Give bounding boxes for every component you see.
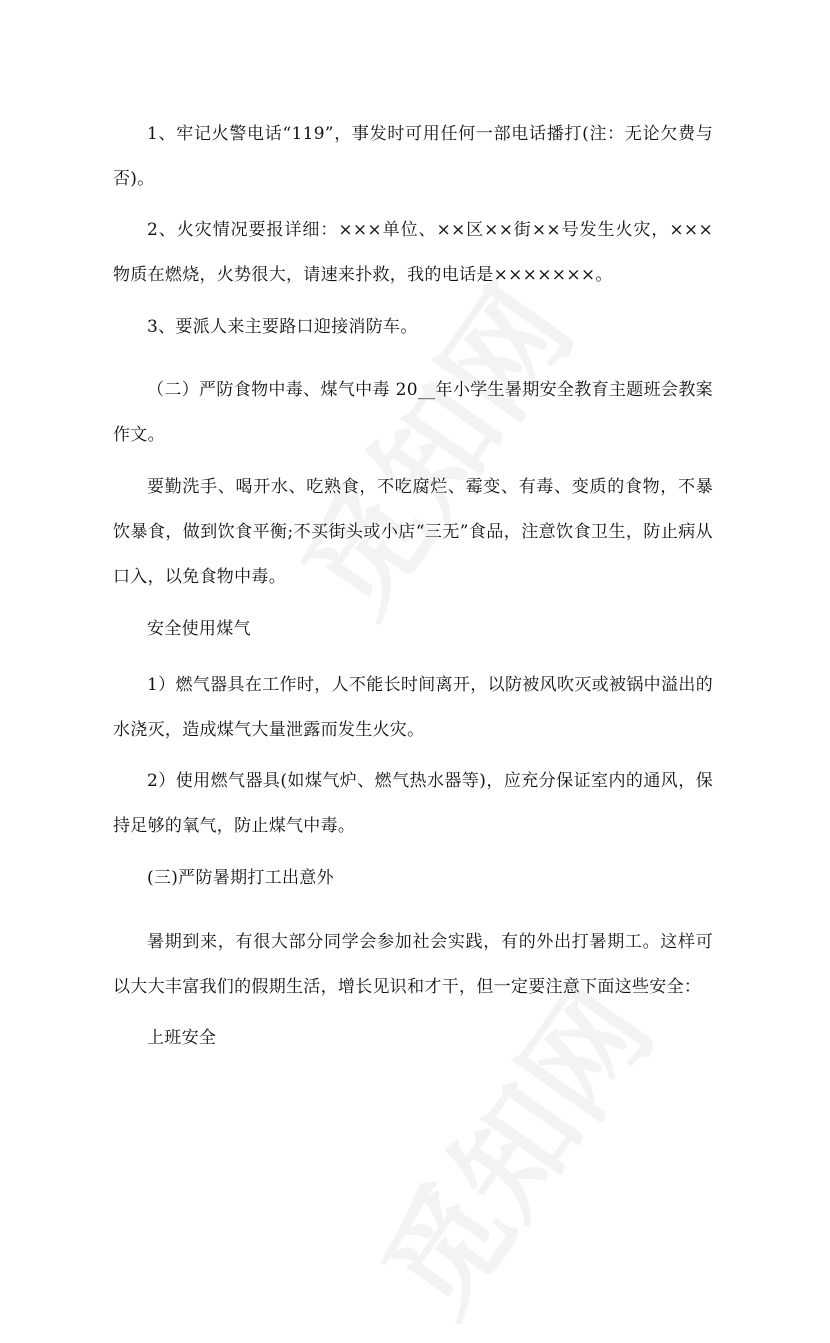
paragraph-meet-fire-truck: 3、要派人来主要路口迎接消防车。 xyxy=(147,317,418,337)
paragraph-food-safety: 要勤洗手、喝开水、吃熟食，不吃腐烂、霉变、有毒、变质的食物，不暴饮暴食，做到饮食平衡;不买街头或小店“三无”食品，注意饮食卫生，防止病从口入，以免食物中毒。 xyxy=(113,477,713,587)
paragraph-fire-hotline: 1、牢记火警电话“119”，事发时可用任何一部电话播打(注：无论欠费与否)。 xyxy=(113,124,713,189)
paragraph-gas-safety-heading: 安全使用煤气 xyxy=(147,619,251,639)
paragraph-section-three-heading: (三)严防暑期打工出意外 xyxy=(147,868,334,888)
paragraph-summer-work: 暑期到来，有很大部分同学会参加社会实践，有的外出打暑期工。这样可以大大丰富我们的假期生活，增长见识和才干，但一定要注意下面这些安全： xyxy=(113,932,713,997)
paragraph-gas-ventilation: 2）使用燃气器具(如煤气炉、燃气热水器等)，应充分保证室内的通风，保持足够的氧气，防止煤气中毒。 xyxy=(113,771,713,836)
paragraph-section-two-heading: （二）严防食物中毒、煤气中毒 20__年小学生暑期安全教育主题班会教案作文。 xyxy=(113,380,713,445)
paragraph-gas-appliance-unattended: 1）燃气器具在工作时，人不能长时间离开，以防被风吹灭或被锅中溢出的水浇灭，造成煤气大量泄露而发生火灾。 xyxy=(113,675,713,740)
paragraph-commute-safety: 上班安全 xyxy=(147,1028,217,1048)
paragraph-fire-report-details: 2、火灾情况要报详细：×××单位、××区××街××号发生火灾，×××物质在燃烧，火势很大，请速来扑救，我的电话是×××××××。 xyxy=(113,220,713,285)
